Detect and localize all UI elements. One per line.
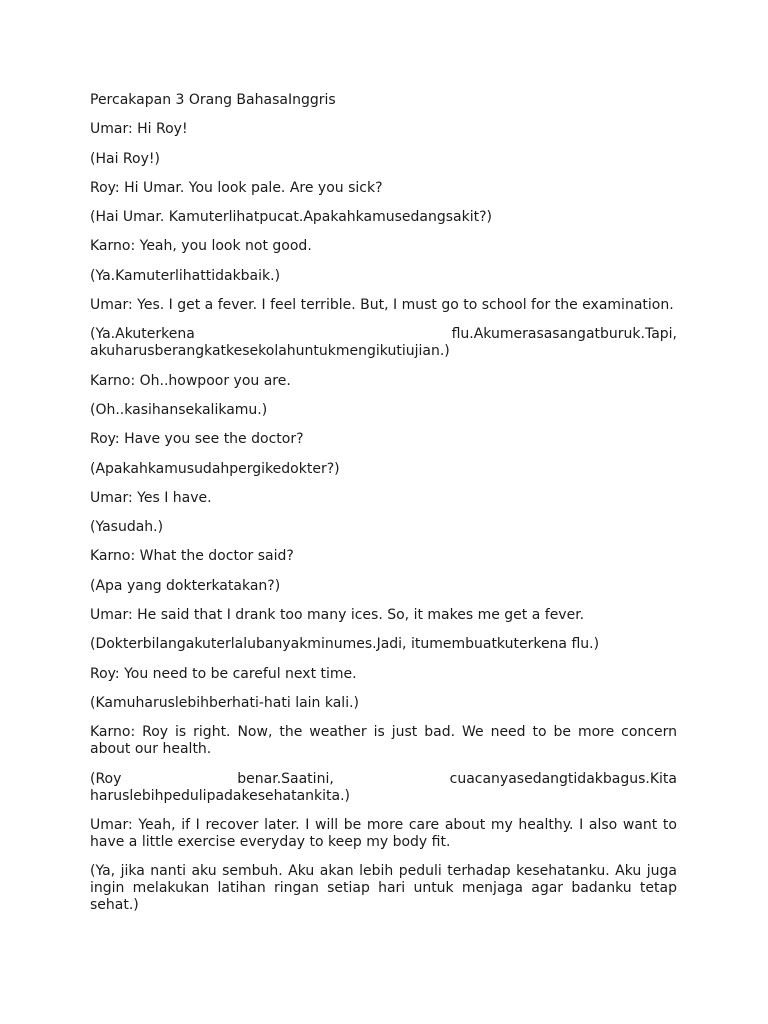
translation-line: (Ya.Akuterkena flu.Akumerasasangatburuk.Tapi, akuharusberangkatkesekolahuntukmengikutiujian.) <box>90 326 677 360</box>
dialogue-line: Umar: Yes I have. <box>90 489 212 506</box>
translation-line: (Roy benar.Saatini, cuacanyasedangtidakbagus.Kita haruslebihpedulipadakesehatankita.) <box>90 770 677 804</box>
translation-line: (Apa yang dokterkatakan?) <box>90 577 281 594</box>
translation-line: (Apakahkamusudahpergikedokter?) <box>90 460 340 477</box>
dialogue-line: Umar: Hi Roy! <box>90 121 188 138</box>
translation-line: (Hai Roy!) <box>90 150 160 167</box>
translation-line: (Oh..kasihansekalikamu.) <box>90 401 268 418</box>
dialogue-line: Karno: Yeah, you look not good. <box>90 238 312 255</box>
dialogue-line: Umar: Yeah, if I recover later. I will be more care about my healthy. I also want to have a little exercise everyday to keep my body fit. <box>90 816 677 850</box>
dialogue-line: Karno: Oh..howpoor you are. <box>90 372 291 389</box>
document-title: Percakapan 3 Orang BahasaInggris <box>90 92 336 108</box>
translation-line: (Ya, jika nanti aku sembuh. Aku akan lebih peduli terhadap kesehatanku. Aku juga ingin melakukan latihan ringan setiap hari untuk menjaga agar badanku tetap sehat.) <box>90 863 677 914</box>
dialogue-line: Karno: What the doctor said? <box>90 548 294 565</box>
dialogue-line: Karno: Roy is right. Now, the weather is just bad. We need to be more concern about our health. <box>90 724 677 758</box>
dialogue-line: Umar: Yes. I get a fever. I feel terrible. But, I must go to school for the examination. <box>90 297 674 314</box>
dialogue-line: Roy: You need to be careful next time. <box>90 665 357 682</box>
translation-line: (Yasudah.) <box>90 519 164 536</box>
translation-line: (Kamuharuslebihberhati-hati lain kali.) <box>90 694 360 711</box>
dialogue-line: Umar: He said that I drank too many ices. So, it makes me get a fever. <box>90 607 585 624</box>
translation-line: (Ya.Kamuterlihattidakbaik.) <box>90 267 281 284</box>
translation-line: (Hai Umar. Kamuterlihatpucat.Apakahkamusedangsakit?) <box>90 209 493 226</box>
dialogue-line: Roy: Have you see the doctor? <box>90 431 304 448</box>
document-page <box>90 92 677 926</box>
dialogue-line: Roy: Hi Umar. You look pale. Are you sick? <box>90 179 383 196</box>
translation-line: (Dokterbilangakuterlalubanyakminumes.Jadi, itumembuatkuterkena flu.) <box>90 636 600 653</box>
